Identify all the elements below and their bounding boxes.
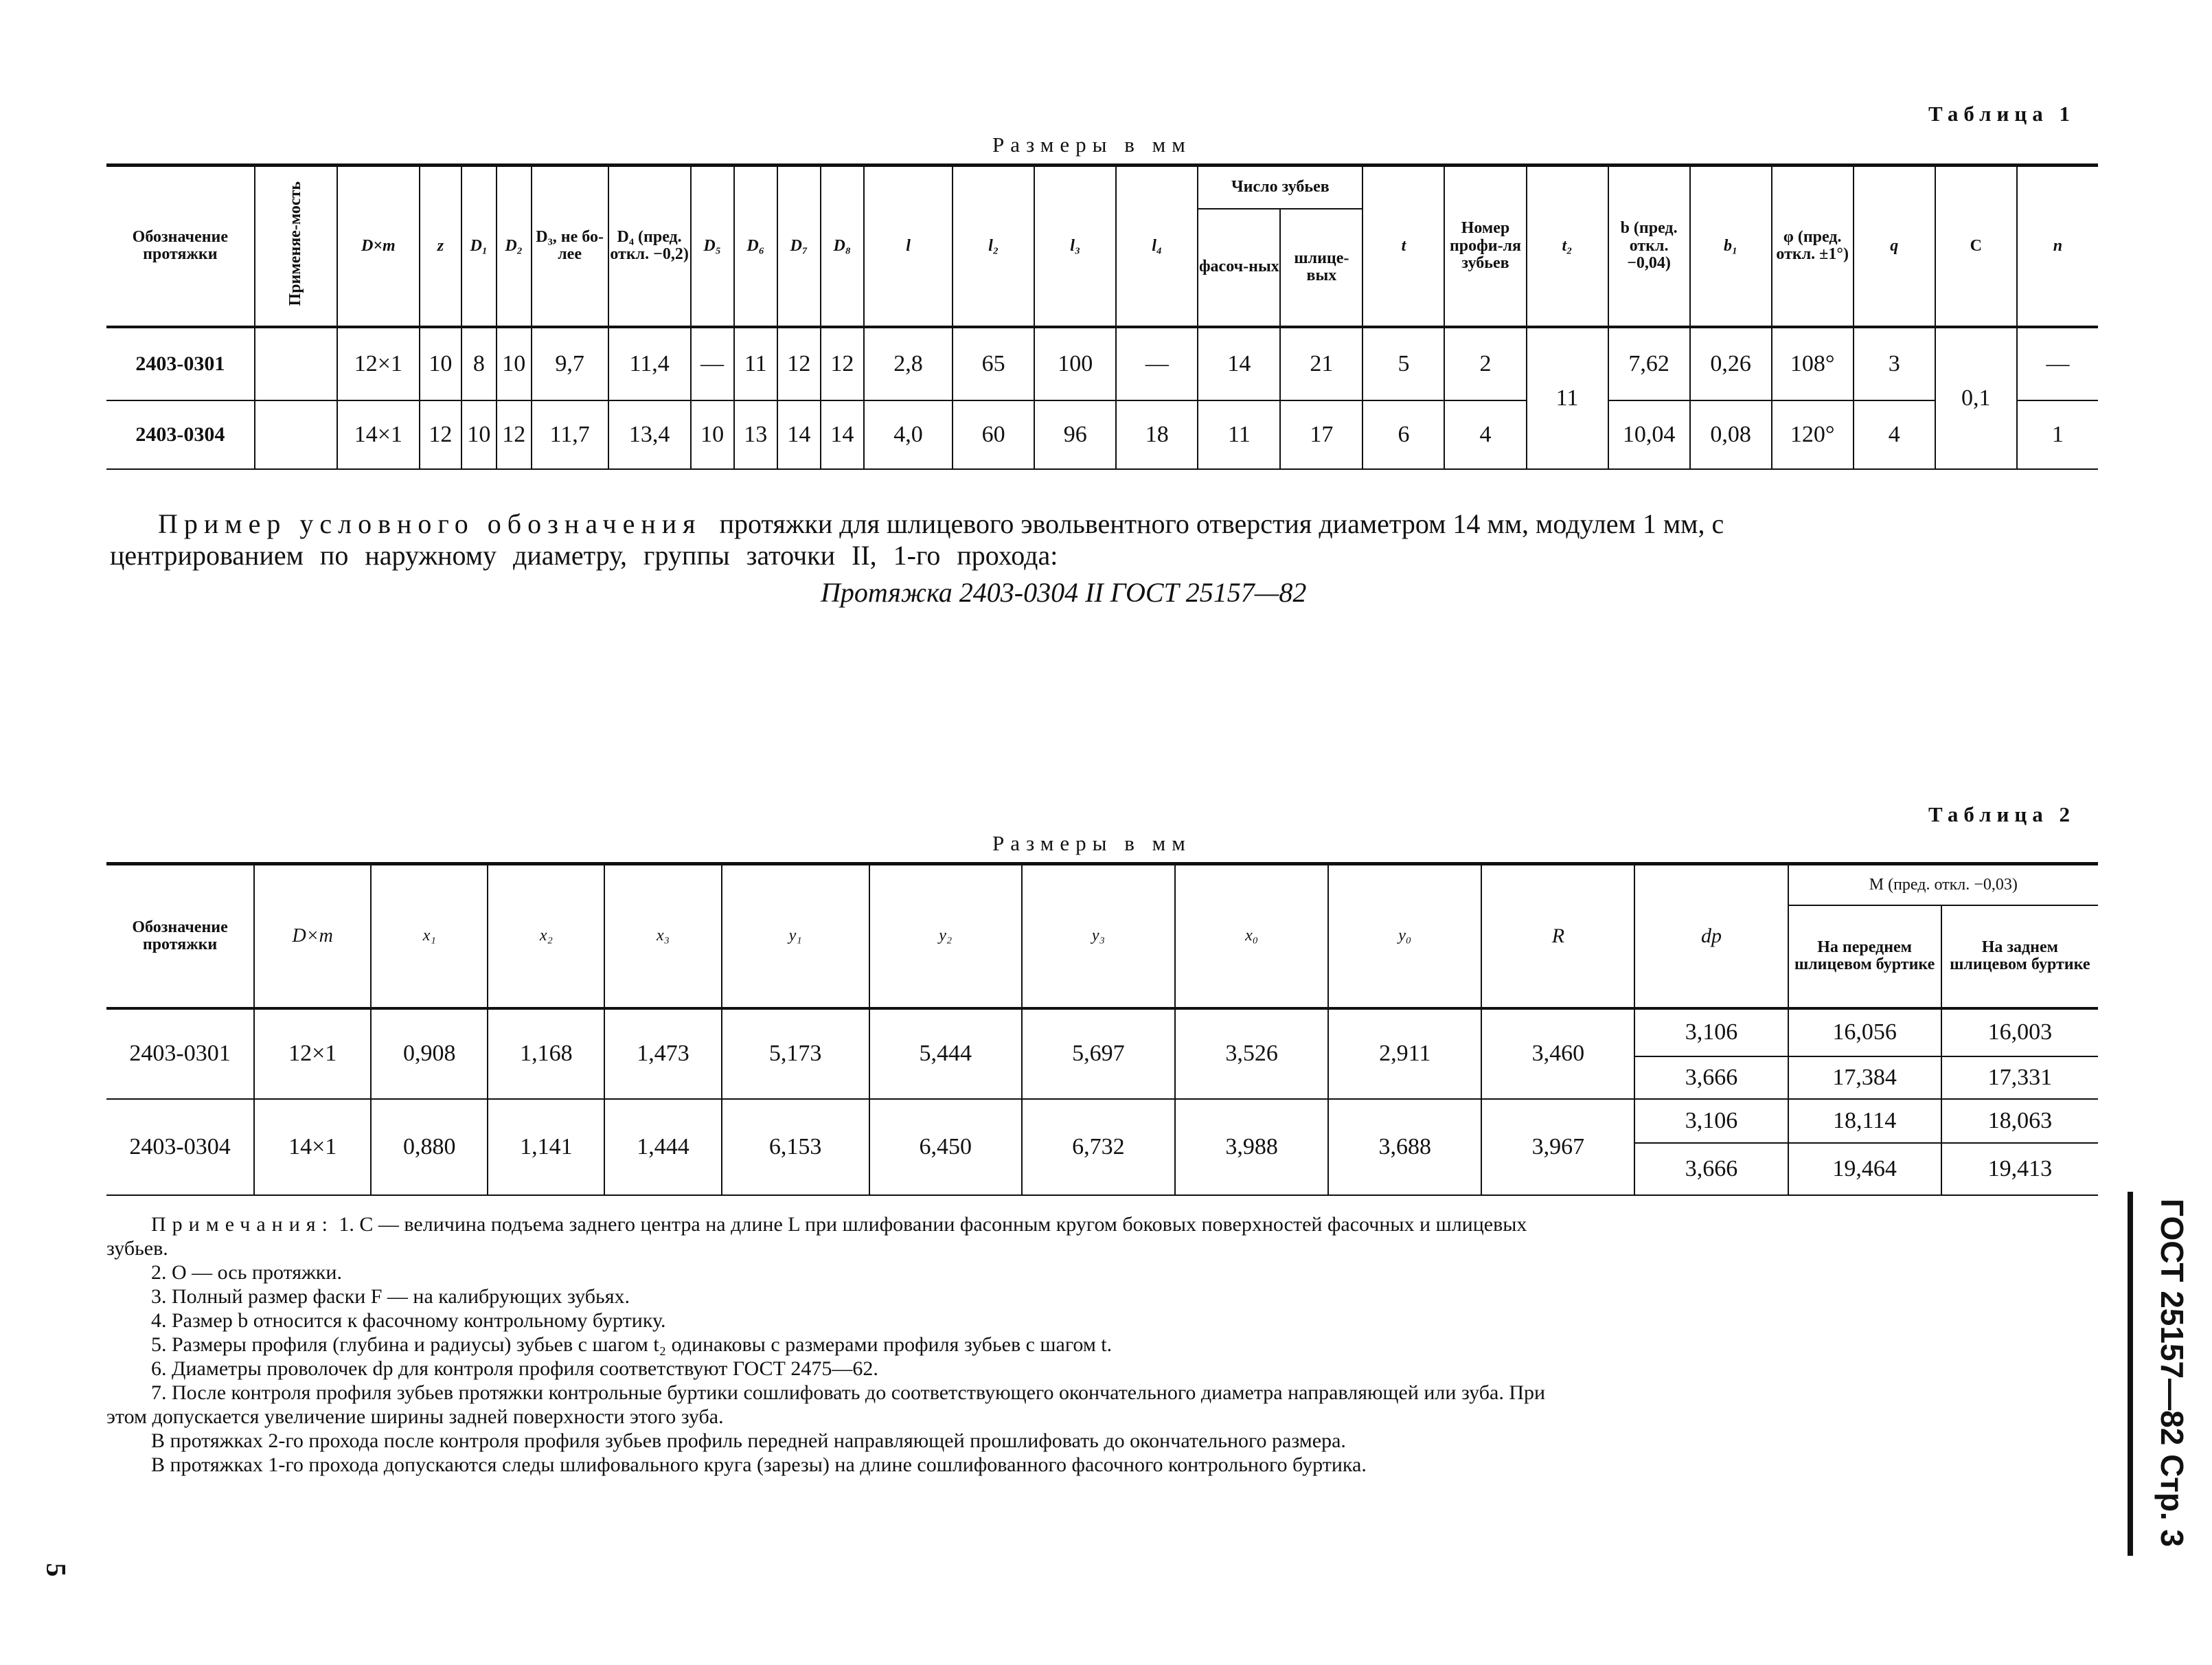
t1-cell-z: 10 bbox=[420, 327, 461, 400]
t2-cell-x1: 0,908 bbox=[371, 1008, 488, 1099]
t2-h-x2: x₂ bbox=[488, 864, 604, 1008]
t1-cell-l: 4,0 bbox=[864, 400, 953, 469]
t1-cell-b: 10,04 bbox=[1608, 400, 1690, 469]
t1-cell-d5: — bbox=[691, 327, 734, 400]
t1-cell-applicability bbox=[255, 327, 337, 400]
t1-h-l4: l₄ bbox=[1116, 166, 1198, 327]
table1-row bbox=[106, 400, 2098, 469]
t1-h-d8: D₈ bbox=[821, 166, 864, 327]
t1-cell-l: 2,8 bbox=[864, 327, 953, 400]
t1-cell-applicability bbox=[255, 400, 337, 469]
table2-row bbox=[106, 1099, 2098, 1143]
note-item: 5. Размеры профиля (глубина и радиусы) зубьев с шагом t₂ одинаковы с размерами профиля зубьев с шагом t. bbox=[151, 1333, 1113, 1356]
t2-cell-y3: 5,697 bbox=[1022, 1008, 1175, 1099]
t1-cell-t2: 11 bbox=[1527, 327, 1608, 469]
example-line1-rest: протяжки для шлицевого эвольвентного отверстия диаметром 14 мм, модулем 1 мм, с bbox=[719, 508, 1724, 539]
t1-cell-profile-no: 2 bbox=[1444, 327, 1526, 400]
t1-h-profile-no: Номер профи-ля зубьев bbox=[1444, 166, 1526, 327]
t2-h-r: R bbox=[1481, 864, 1634, 1008]
t2-h-y1: y₁ bbox=[722, 864, 869, 1008]
table2-caption: Таблица 2 bbox=[1928, 802, 2075, 826]
t2-h-x1: x₁ bbox=[371, 864, 488, 1008]
example-line1 bbox=[158, 508, 1724, 540]
t2-cell-dxm: 14×1 bbox=[254, 1099, 371, 1195]
t2-cell-y1: 5,173 bbox=[722, 1008, 869, 1099]
t1-h-b: b (пред. откл. −0,04) bbox=[1608, 166, 1690, 327]
t1-h-d5: D₅ bbox=[691, 166, 734, 327]
t1-cell-l4: — bbox=[1116, 327, 1198, 400]
table1-units: Размеры в мм bbox=[992, 133, 1191, 157]
t1-cell-q: 3 bbox=[1854, 327, 1935, 400]
t1-cell-q: 4 bbox=[1854, 400, 1935, 469]
t2-h-m-front: На переднем шлицевом буртике bbox=[1788, 905, 1941, 1008]
t1-h-teeth-chamfer: фасоч-ных bbox=[1198, 209, 1280, 327]
note-item: зубьев. bbox=[106, 1237, 168, 1260]
t1-cell-t: 6 bbox=[1362, 400, 1444, 469]
t1-cell-d7: 12 bbox=[777, 327, 821, 400]
t1-cell-d4: 11,4 bbox=[608, 327, 691, 400]
note-item: этом допускается увеличение ширины задней поверхности этого зуба. bbox=[106, 1405, 724, 1428]
t1-cell-d1: 10 bbox=[461, 400, 497, 469]
table2 bbox=[106, 862, 2098, 1196]
t1-h-teeth-spline: шлице-вых bbox=[1280, 209, 1362, 327]
t2-h-x0: x₀ bbox=[1175, 864, 1328, 1008]
t2-cell-y2: 5,444 bbox=[869, 1008, 1022, 1099]
notes-first-line bbox=[106, 1212, 2098, 1236]
t1-cell-d2: 10 bbox=[497, 327, 532, 400]
t2-cell-m-rear: 19,413 bbox=[1941, 1143, 2098, 1195]
t1-cell-designation: 2403-0301 bbox=[106, 327, 255, 400]
t1-cell-d7: 14 bbox=[777, 400, 821, 469]
t1-h-d4: D₄ (пред. откл. −0,2) bbox=[608, 166, 691, 327]
t1-cell-d6: 11 bbox=[734, 327, 777, 400]
t2-cell-y3: 6,732 bbox=[1022, 1099, 1175, 1195]
t2-cell-m-front: 19,464 bbox=[1788, 1143, 1941, 1195]
t2-cell-m-front: 18,114 bbox=[1788, 1099, 1941, 1143]
t2-cell-x1: 0,880 bbox=[371, 1099, 488, 1195]
t1-cell-l3: 96 bbox=[1034, 400, 1116, 469]
note-item: 7. После контроля профиля зубьев протяжки контрольные буртики сошлифовать до соответствующего окончательного диаметра направляющей или зуба. При bbox=[151, 1381, 1546, 1404]
t1-cell-t: 5 bbox=[1362, 327, 1444, 400]
t1-h-c: C bbox=[1935, 166, 2017, 327]
t2-h-m-rear: На заднем шлицевом буртике bbox=[1941, 905, 2098, 1008]
t2-h-y3: y₃ bbox=[1022, 864, 1175, 1008]
t2-cell-x3: 1,444 bbox=[604, 1099, 721, 1195]
notes bbox=[106, 1212, 2098, 1477]
t2-h-m-group: M (пред. откл. −0,03) bbox=[1788, 864, 2098, 905]
example-line2: центрированием по наружному диаметру, группы заточки II, 1-го прохода: bbox=[110, 540, 1058, 571]
t2-cell-x0: 3,988 bbox=[1175, 1099, 1328, 1195]
t1-cell-l4: 18 bbox=[1116, 400, 1198, 469]
t1-cell-z: 12 bbox=[420, 400, 461, 469]
t1-cell-phi: 108° bbox=[1772, 327, 1854, 400]
t1-cell-b1: 0,26 bbox=[1690, 327, 1772, 400]
note-item: 3. Полный размер фаски F — на калибрующих зубьях. bbox=[151, 1285, 630, 1308]
t2-h-x3: x₃ bbox=[604, 864, 721, 1008]
t1-h-t2: t₂ bbox=[1527, 166, 1608, 327]
t2-cell-x2: 1,141 bbox=[488, 1099, 604, 1195]
t1-cell-l2: 60 bbox=[953, 400, 1034, 469]
side-rule bbox=[2128, 1192, 2133, 1556]
t1-h-d6: D₆ bbox=[734, 166, 777, 327]
note-item: 2. O — ось протяжки. bbox=[151, 1261, 342, 1284]
t1-h-t: t bbox=[1362, 166, 1444, 327]
t1-cell-d8: 14 bbox=[821, 400, 864, 469]
table1 bbox=[106, 163, 2098, 470]
t1-cell-dxm: 14×1 bbox=[337, 400, 420, 469]
t1-h-z: z bbox=[420, 166, 461, 327]
t2-cell-y1: 6,153 bbox=[722, 1099, 869, 1195]
t1-h-phi: φ (пред. откл. ±1°) bbox=[1772, 166, 1854, 327]
note-item: 1. C — величина подъема заднего центра на длине L при шлифовании фасонным кругом боковых поверхностей фасочных и шлицевых bbox=[339, 1213, 1527, 1236]
t1-cell-teeth-chamfer: 11 bbox=[1198, 400, 1280, 469]
t2-cell-m-front: 16,056 bbox=[1788, 1008, 1941, 1056]
t1-h-d3: D₃, не бо-лее bbox=[532, 166, 608, 327]
t2-cell-dxm: 12×1 bbox=[254, 1008, 371, 1099]
t1-h-designation: Обозначение протяжки bbox=[106, 166, 255, 327]
t2-h-y2: y₂ bbox=[869, 864, 1022, 1008]
t1-h-q: q bbox=[1854, 166, 1935, 327]
t1-cell-teeth-chamfer: 14 bbox=[1198, 327, 1280, 400]
t1-h-dxm: D×m bbox=[337, 166, 420, 327]
note-item: 6. Диаметры проволочек dp для контроля профиля соответствуют ГОСТ 2475—62. bbox=[151, 1357, 878, 1380]
t2-h-designation: Обозначение протяжки bbox=[106, 864, 254, 1008]
t1-cell-phi: 120° bbox=[1772, 400, 1854, 469]
t1-cell-designation: 2403-0304 bbox=[106, 400, 255, 469]
t1-h-d1: D₁ bbox=[461, 166, 497, 327]
t1-h-d2: D₂ bbox=[497, 166, 532, 327]
t2-cell-dp: 3,666 bbox=[1634, 1143, 1788, 1195]
t2-cell-m-rear: 18,063 bbox=[1941, 1099, 2098, 1143]
t2-cell-designation: 2403-0304 bbox=[106, 1099, 254, 1195]
t2-cell-y2: 6,450 bbox=[869, 1099, 1022, 1195]
t1-cell-profile-no: 4 bbox=[1444, 400, 1526, 469]
t1-cell-dxm: 12×1 bbox=[337, 327, 420, 400]
t2-cell-x2: 1,168 bbox=[488, 1008, 604, 1099]
t2-cell-dp: 3,106 bbox=[1634, 1099, 1788, 1143]
table1-caption: Таблица 1 bbox=[1928, 102, 2075, 126]
t1-cell-d5: 10 bbox=[691, 400, 734, 469]
t1-cell-l3: 100 bbox=[1034, 327, 1116, 400]
t1-h-n: n bbox=[2017, 166, 2098, 327]
t1-cell-d2: 12 bbox=[497, 400, 532, 469]
t2-h-y0: y₀ bbox=[1328, 864, 1481, 1008]
t2-cell-x3: 1,473 bbox=[604, 1008, 721, 1099]
t2-cell-m-rear: 17,331 bbox=[1941, 1056, 2098, 1099]
t1-cell-l2: 65 bbox=[953, 327, 1034, 400]
note-item: 4. Размер b относится к фасочному контрольному буртику. bbox=[151, 1309, 666, 1332]
t2-cell-x0: 3,526 bbox=[1175, 1008, 1328, 1099]
t1-h-d7: D₇ bbox=[777, 166, 821, 327]
t1-cell-d3: 9,7 bbox=[532, 327, 608, 400]
t2-cell-y0: 3,688 bbox=[1328, 1099, 1481, 1195]
t1-cell-c: 0,1 bbox=[1935, 327, 2017, 469]
note-item: В протяжках 2-го прохода после контроля профиля зубьев профиль передней направляющей прошлифовать до окончательного размера. bbox=[151, 1429, 1346, 1452]
t2-cell-y0: 2,911 bbox=[1328, 1008, 1481, 1099]
t2-h-dxm: D×m bbox=[254, 864, 371, 1008]
example-intro: Пример условного обозначения bbox=[158, 508, 702, 539]
t1-h-l3: l₃ bbox=[1034, 166, 1116, 327]
side-label: ГОСТ 25157—82 Стр. 3 bbox=[2154, 1199, 2190, 1548]
t2-cell-designation: 2403-0301 bbox=[106, 1008, 254, 1099]
t1-cell-teeth-spline: 17 bbox=[1280, 400, 1362, 469]
page-mark: 5 bbox=[41, 1563, 72, 1577]
t1-cell-teeth-spline: 21 bbox=[1280, 327, 1362, 400]
notes-title: Примечания: bbox=[151, 1213, 334, 1236]
t1-h-b1: b₁ bbox=[1690, 166, 1772, 327]
t1-cell-d8: 12 bbox=[821, 327, 864, 400]
table1-row bbox=[106, 327, 2098, 400]
t1-h-teeth-group: Число зубьев bbox=[1198, 166, 1362, 209]
t2-cell-m-rear: 16,003 bbox=[1941, 1008, 2098, 1056]
t2-cell-dp: 3,666 bbox=[1634, 1056, 1788, 1099]
t2-cell-dp: 3,106 bbox=[1634, 1008, 1788, 1056]
t1-cell-d4: 13,4 bbox=[608, 400, 691, 469]
t1-h-l2: l₂ bbox=[953, 166, 1034, 327]
t1-cell-d3: 11,7 bbox=[532, 400, 608, 469]
note-item: В протяжках 1-го прохода допускаются следы шлифовального круга (зарезы) на длине сошлифованного фасочного контрольного буртика. bbox=[151, 1453, 1367, 1476]
t1-cell-b1: 0,08 bbox=[1690, 400, 1772, 469]
t2-cell-r: 3,460 bbox=[1481, 1008, 1634, 1099]
t1-h-applicability: Применяе-мость bbox=[255, 166, 337, 327]
t2-cell-r: 3,967 bbox=[1481, 1099, 1634, 1195]
t2-cell-m-front: 17,384 bbox=[1788, 1056, 1941, 1099]
t1-cell-n: 1 bbox=[2017, 400, 2098, 469]
table2-units: Размеры в мм bbox=[992, 831, 1191, 855]
t1-cell-d6: 13 bbox=[734, 400, 777, 469]
table2-row bbox=[106, 1008, 2098, 1056]
t1-cell-d1: 8 bbox=[461, 327, 497, 400]
t1-cell-n: — bbox=[2017, 327, 2098, 400]
t2-h-dp: dp bbox=[1634, 864, 1788, 1008]
t1-cell-b: 7,62 bbox=[1608, 327, 1690, 400]
t1-h-l: l bbox=[864, 166, 953, 327]
example-designation: Протяжка 2403-0304 II ГОСТ 25157—82 bbox=[821, 577, 1307, 608]
